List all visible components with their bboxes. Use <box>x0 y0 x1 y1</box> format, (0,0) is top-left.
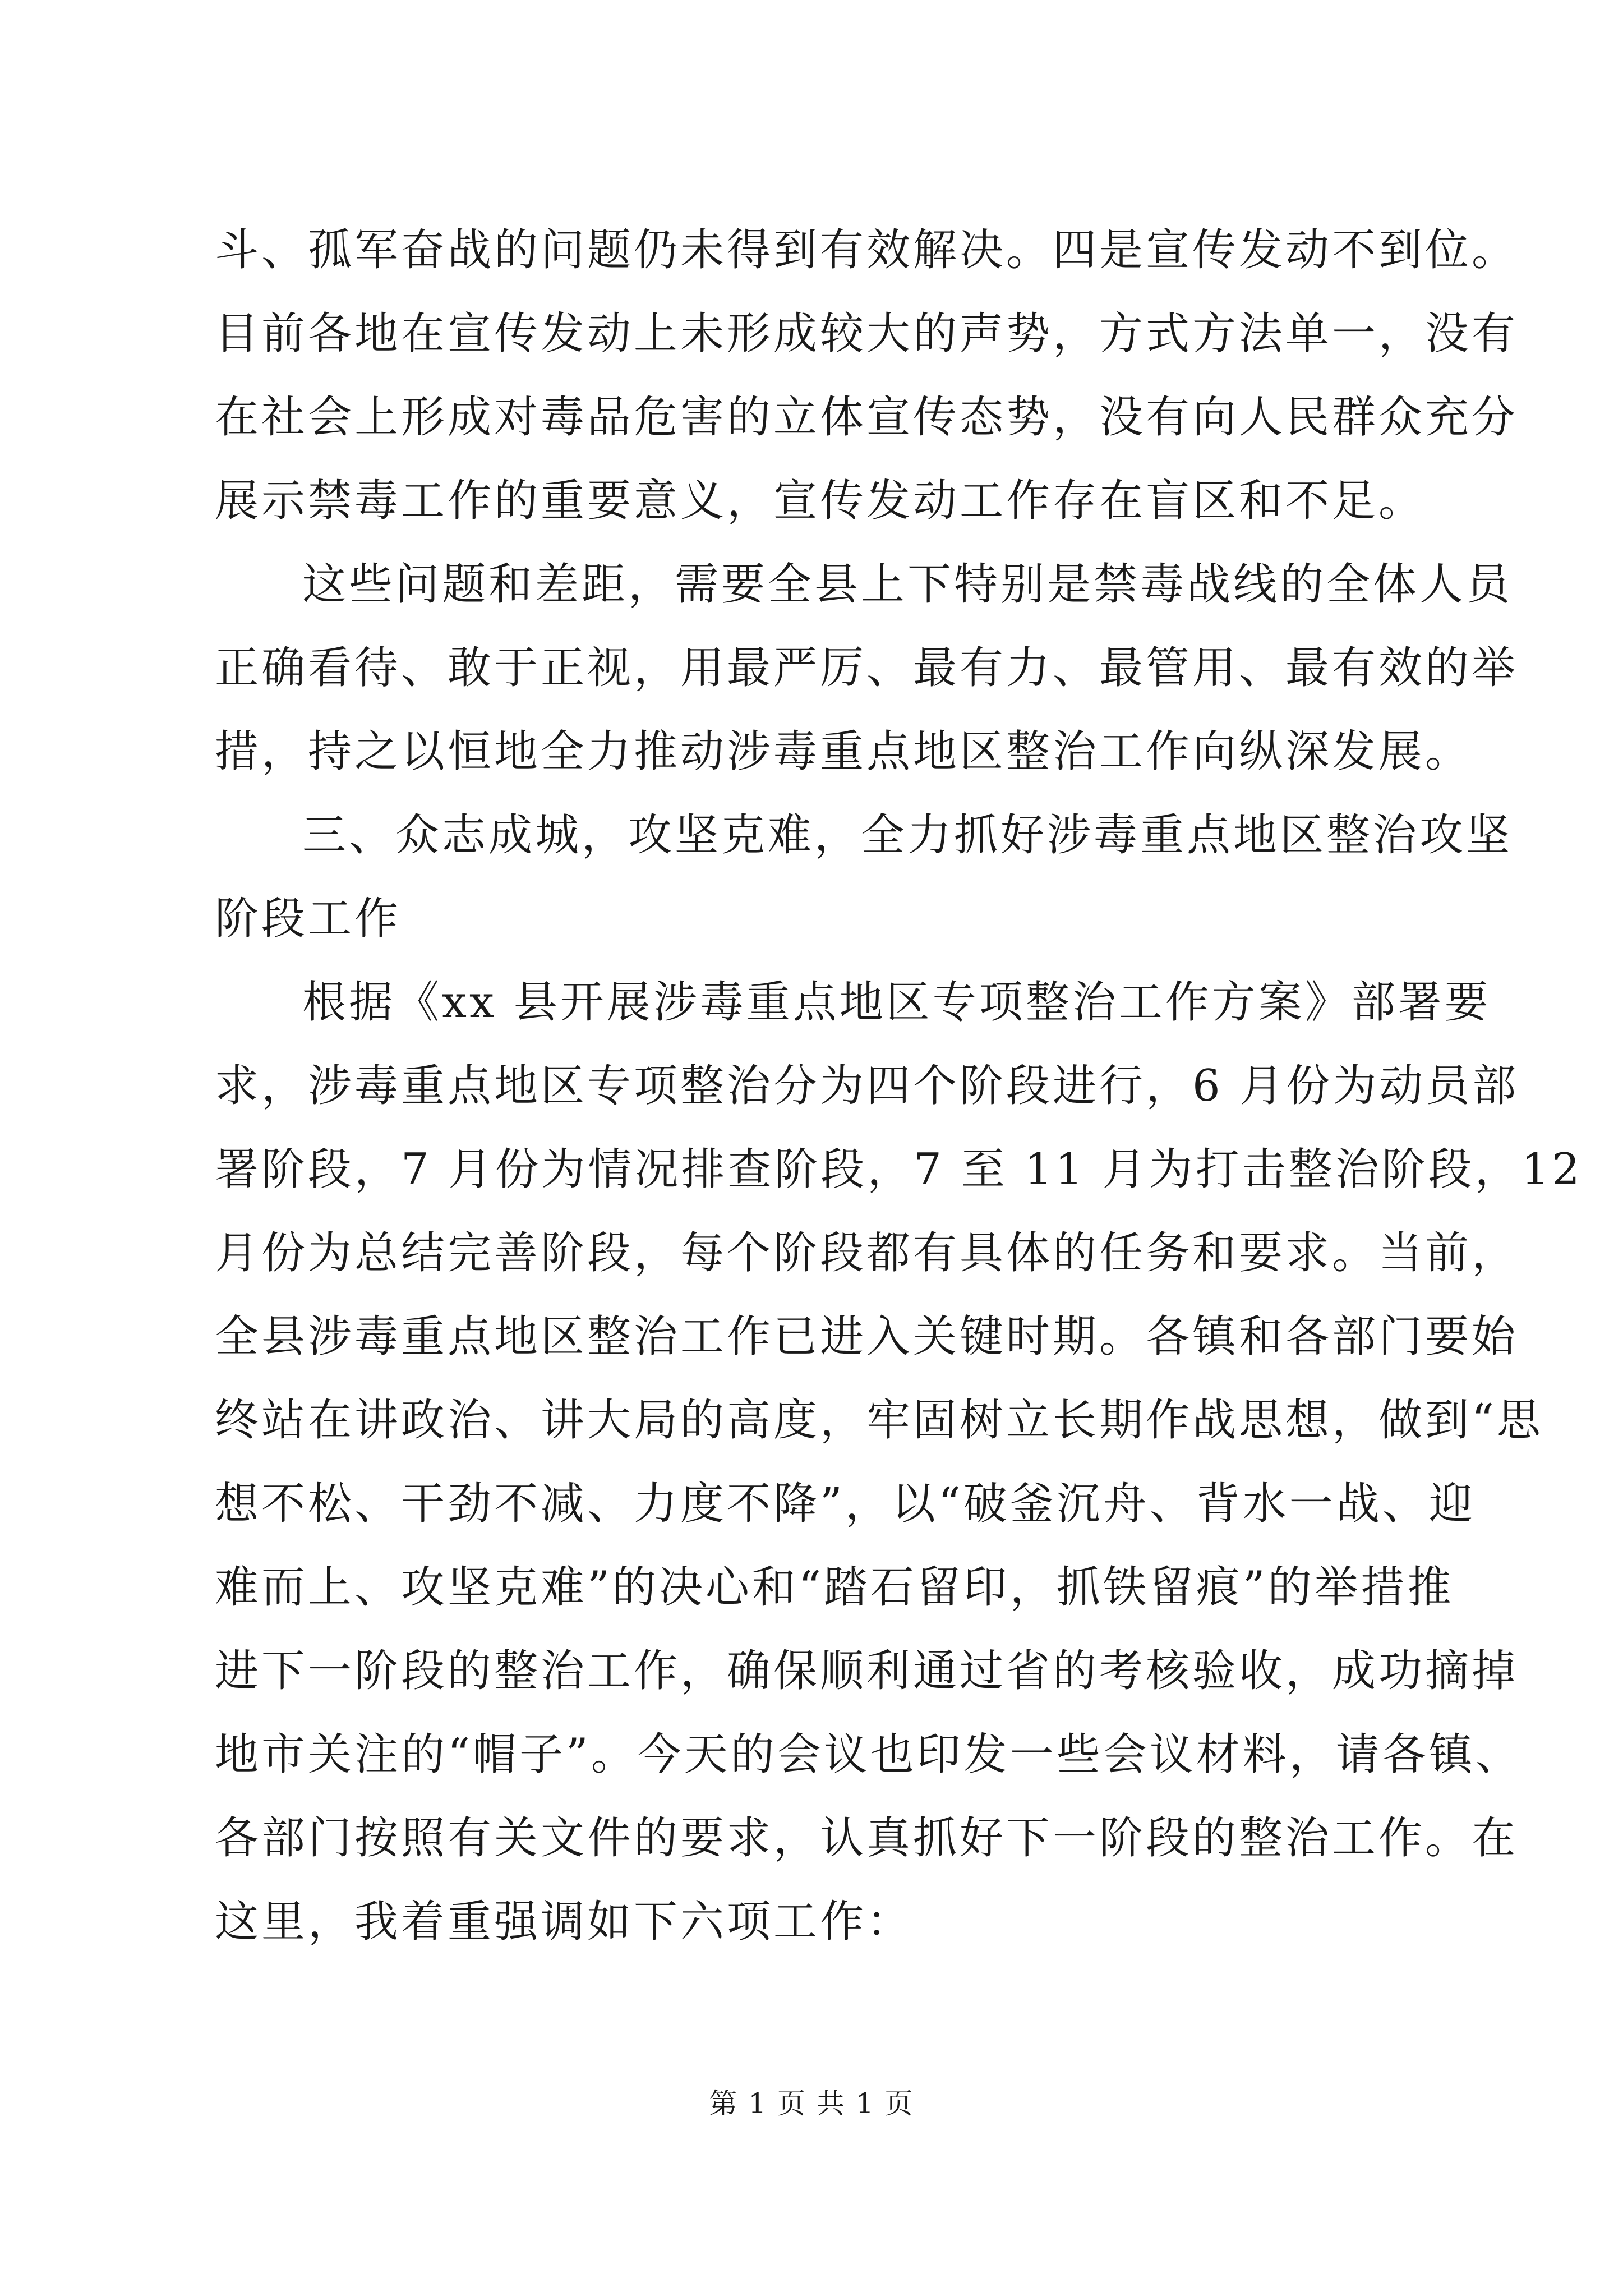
text-line: 终站在讲政治、讲大局的高度，牢固树立长期作战思想，做到“思 <box>215 1395 1543 1446</box>
text-line: 全县涉毒重点地区整治工作已进入关键时期。各镇和各部门要始 <box>215 1312 1519 1362</box>
page-footer: 第 1 页 共 1 页 <box>709 2087 914 2120</box>
text-line: 正确看待、敢于正视，用最严厉、最有力、最管用、最有效的举 <box>215 643 1519 693</box>
document-body <box>215 209 1583 1964</box>
section-heading-line: 阶段工作 <box>215 894 402 944</box>
text-line: 署阶段，7 月份为情况排查阶段，7 至 11 月为打击整治阶段，12 <box>215 1144 1583 1195</box>
text-line: 求，涉毒重点地区专项整治分为四个阶段进行，6 月份为动员部 <box>215 1061 1519 1111</box>
text-line: 难而上、攻坚克难”的决心和“踏石留印，抓铁留痕”的举措推 <box>215 1562 1454 1613</box>
text-line: 想不松、干劲不减、力度不降”，以“破釜沉舟、背水一战、迎 <box>215 1479 1476 1529</box>
section-heading-line: 三、众志成城，攻坚克难，全力抓好涉毒重点地区整治攻坚 <box>302 810 1513 861</box>
text-line: 这里，我着重强调如下六项工作： <box>215 1897 914 1947</box>
text-line: 在社会上形成对毒品危害的立体宣传态势，没有向人民群众充分 <box>215 392 1519 443</box>
text-line: 月份为总结完善阶段，每个阶段都有具体的任务和要求。当前， <box>215 1228 1519 1278</box>
text-line: 措，持之以恒地全力推动涉毒重点地区整治工作向纵深发展。 <box>215 726 1472 777</box>
text-line: 展示禁毒工作的重要意义，宣传发动工作存在盲区和不足。 <box>215 476 1426 526</box>
paragraph-start-line: 这些问题和差距，需要全县上下特别是禁毒战线的全体人员 <box>302 559 1513 610</box>
text-line: 目前各地在宣传发动上未形成较大的声势，方式方法单一，没有 <box>215 309 1519 359</box>
paragraph-start-line: 根据《xx 县开展涉毒重点地区专项整治工作方案》部署要 <box>302 977 1491 1028</box>
text-line: 各部门按照有关文件的要求，认真抓好下一阶段的整治工作。在 <box>215 1813 1519 1864</box>
text-line: 斗、孤军奋战的问题仍未得到有效解决。四是宣传发动不到位。 <box>215 225 1519 275</box>
text-line: 地市关注的“帽子”。今天的会议也印发一些会议材料，请各镇、 <box>215 1729 1522 1780</box>
text-line: 进下一阶段的整治工作，确保顺利通过省的考核验收，成功摘掉 <box>215 1646 1519 1696</box>
